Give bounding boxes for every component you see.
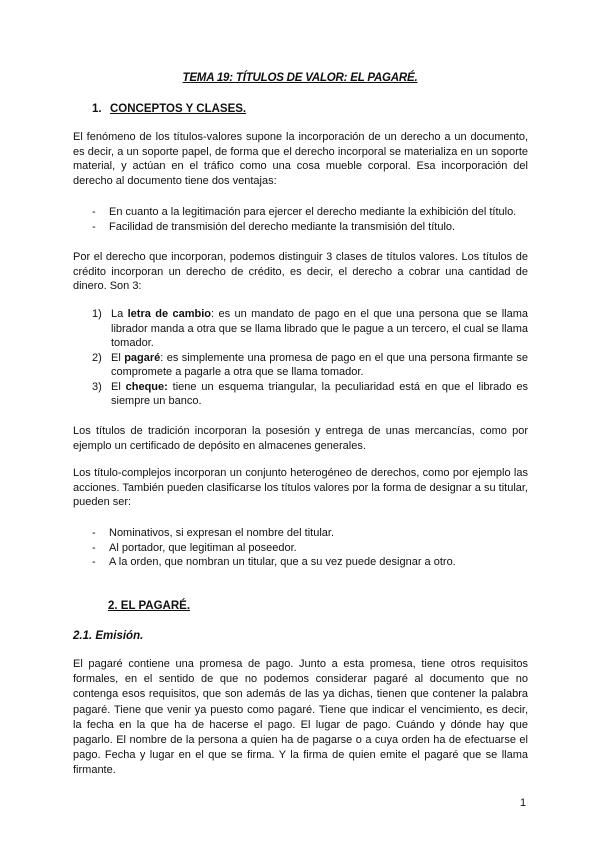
- page-number: 1: [520, 797, 527, 809]
- subsection-2-1-heading: 2.1. Emisión.: [73, 630, 144, 642]
- list-item: - En cuanto a la legitimación para ejercer el derecho mediante la exhibición del título.: [92, 205, 528, 220]
- classes-paragraph: Por el derecho que incorporan, podemos distinguir 3 clases de títulos valores. Los títulos de crédito incorporan un derecho de crédito, es decir, el derecho a cobrar una cantidad de dinero. Son 3:: [73, 251, 528, 292]
- holder-types-list: [92, 526, 528, 570]
- term-letra-de-cambio: letra de cambio: [127, 308, 211, 320]
- credit-titles-list: [92, 307, 528, 409]
- tradition-paragraph: Los títulos de tradición incorporan la posesión y entrega de unas mercancías, como por ejemplo un certificado de depósito en almacenes generales.: [73, 425, 528, 452]
- list-item: - A la orden, que nombran un titular, que a su vez puede designar a otro.: [92, 555, 528, 570]
- list-item: - Facilidad de transmisión del derecho mediante la transmisión del título.: [92, 220, 528, 235]
- list-item: 1) La letra de cambio: es un mandato de pago en el que una persona que se llama librador manda a otra que se llama librado que le pague a un tercero, el cual se llama tomador.: [92, 308, 528, 349]
- section-1-title: CONCEPTOS Y CLASES.: [110, 103, 247, 115]
- complex-paragraph: Los título-complejos incorporan un conjunto heterogéneo de derechos, como por ejemplo las acciones. También pueden clasificarse los títulos valores por la forma de designar a su titular, pueden ser:: [73, 467, 528, 508]
- intro-paragraph: El fenómeno de los títulos-valores supone la incorporación de un derecho a un documento, es decir, a un soporte papel, de forma que el derecho incorporal se materializa en un soporte material, y actúan en el tráfico como una cosa mueble corporal. Esa incorporación del derecho al documento tiene dos ventajas:: [73, 131, 528, 187]
- section-1-number: 1.: [92, 103, 102, 115]
- list-item: 3) El cheque: tiene un esquema triangular, la peculiaridad está en que el librado es siempre un banco.: [92, 380, 528, 407]
- page-title: TEMA 19: TÍTULOS DE VALOR: EL PAGARÉ.: [182, 72, 418, 84]
- emission-paragraph: El pagaré contiene una promesa de pago. Junto a esta promesa, tiene otros requisitos formales, en el sentido de que no podemos considerar pagaré al documento que no contenga esos requisitos, que son además de las ya dichas, tienen que contener la palabra pagaré. Tiene que venir ya puesto como pagaré. Tiene que indicar el vencimiento, es decir, la fecha en la que ha de hacerse el pago. El lugar de pago. Cuándo y dónde hay que pagarlo. El nombre de la persona a quien ha de pagarse o a cuya orden ha de efectuarse el pago. Fecha y lugar en el que se firma. Y la firma de quien emite el pagaré que se llama firmante.: [73, 658, 528, 777]
- list-item: 2) El pagaré: es simplemente una promesa de pago en el que una persona firmante se compromete a pagarle a otra que se llama tomador.: [92, 351, 528, 378]
- section-1-heading: [92, 103, 246, 115]
- list-item: - Nominativos, si expresan el nombre del titular.: [92, 526, 528, 541]
- term-cheque: cheque:: [125, 380, 168, 393]
- term-pagare: pagaré: [124, 351, 161, 364]
- section-2-heading: 2. EL PAGARÉ.: [108, 600, 191, 612]
- list-item: - Al portador, que legitiman al poseedor.: [92, 541, 528, 556]
- advantages-list: [92, 205, 528, 234]
